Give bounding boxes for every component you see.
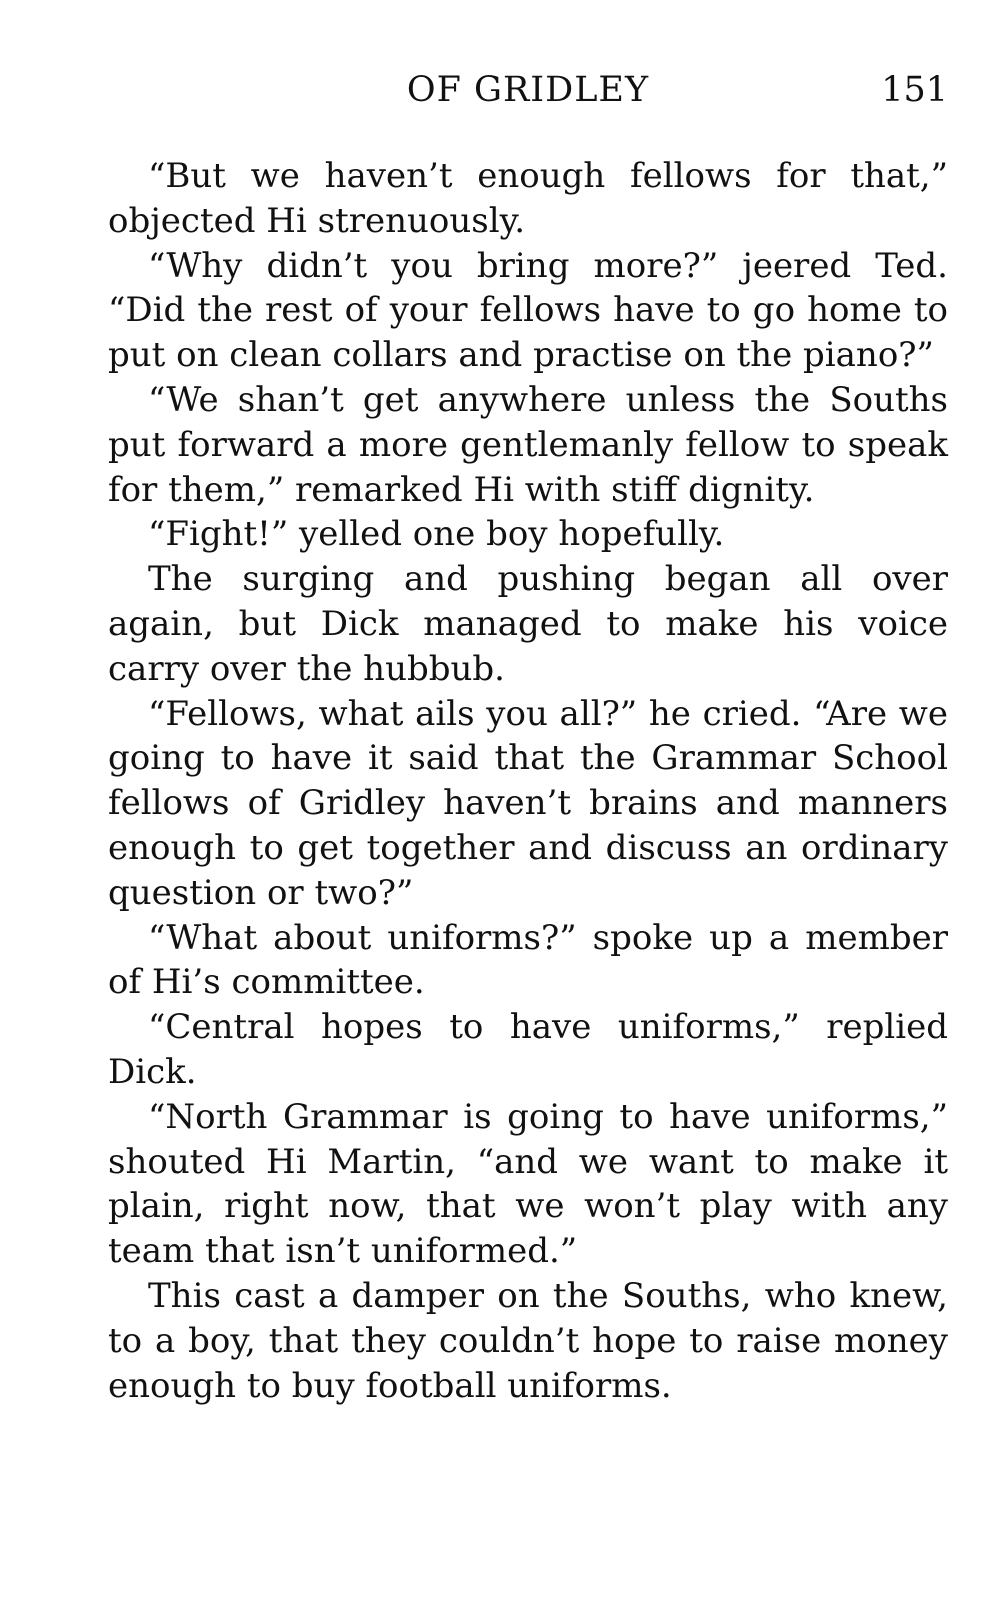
paragraph: “What about uniforms?” spoke up a member of Hi’s committee. [108, 917, 948, 1003]
paragraph: “Why didn’t you bring more?” jeered Ted. “Did the rest of your fellows have to go home to put on clean collars and practise on the piano?” [108, 245, 948, 376]
paragraph: The surging and pushing began all over again, but Dick managed to make his voice carry over the hubbub. [108, 559, 948, 689]
paragraph: “Central hopes to have uniforms,” replied Dick. [108, 1007, 948, 1092]
running-title: OF GRIDLEY [406, 70, 650, 110]
paragraph: “Fight!” yelled one boy hopefully. [148, 514, 725, 555]
running-header [108, 66, 948, 114]
paragraph: “But we haven’t enough fellows for that,” objected Hi strenuously. [108, 156, 948, 241]
body-text [108, 154, 948, 1408]
page-number: 151 [881, 70, 948, 110]
paragraph: “Fellows, what ails you all?” he cried. “Are we going to have it said that the Grammar School fellows of Gridley haven’t brains and manners enough to get together and discuss an ordinary question or two?” [108, 693, 948, 913]
paragraph: This cast a damper on the Souths, who knew, to a boy, that they couldn’t hope to raise money enough to buy football uniforms. [108, 1275, 948, 1406]
paragraph: “We shan’t get anywhere unless the Souths put forward a more gentlemanly fellow to speak for them,” remarked Hi with stiff dignity. [108, 379, 948, 510]
paragraph: “North Grammar is going to have uniforms,” shouted Hi Martin, “and we want to make it plain, right now, that we won’t play with any team that isn’t uniformed.” [108, 1096, 948, 1272]
